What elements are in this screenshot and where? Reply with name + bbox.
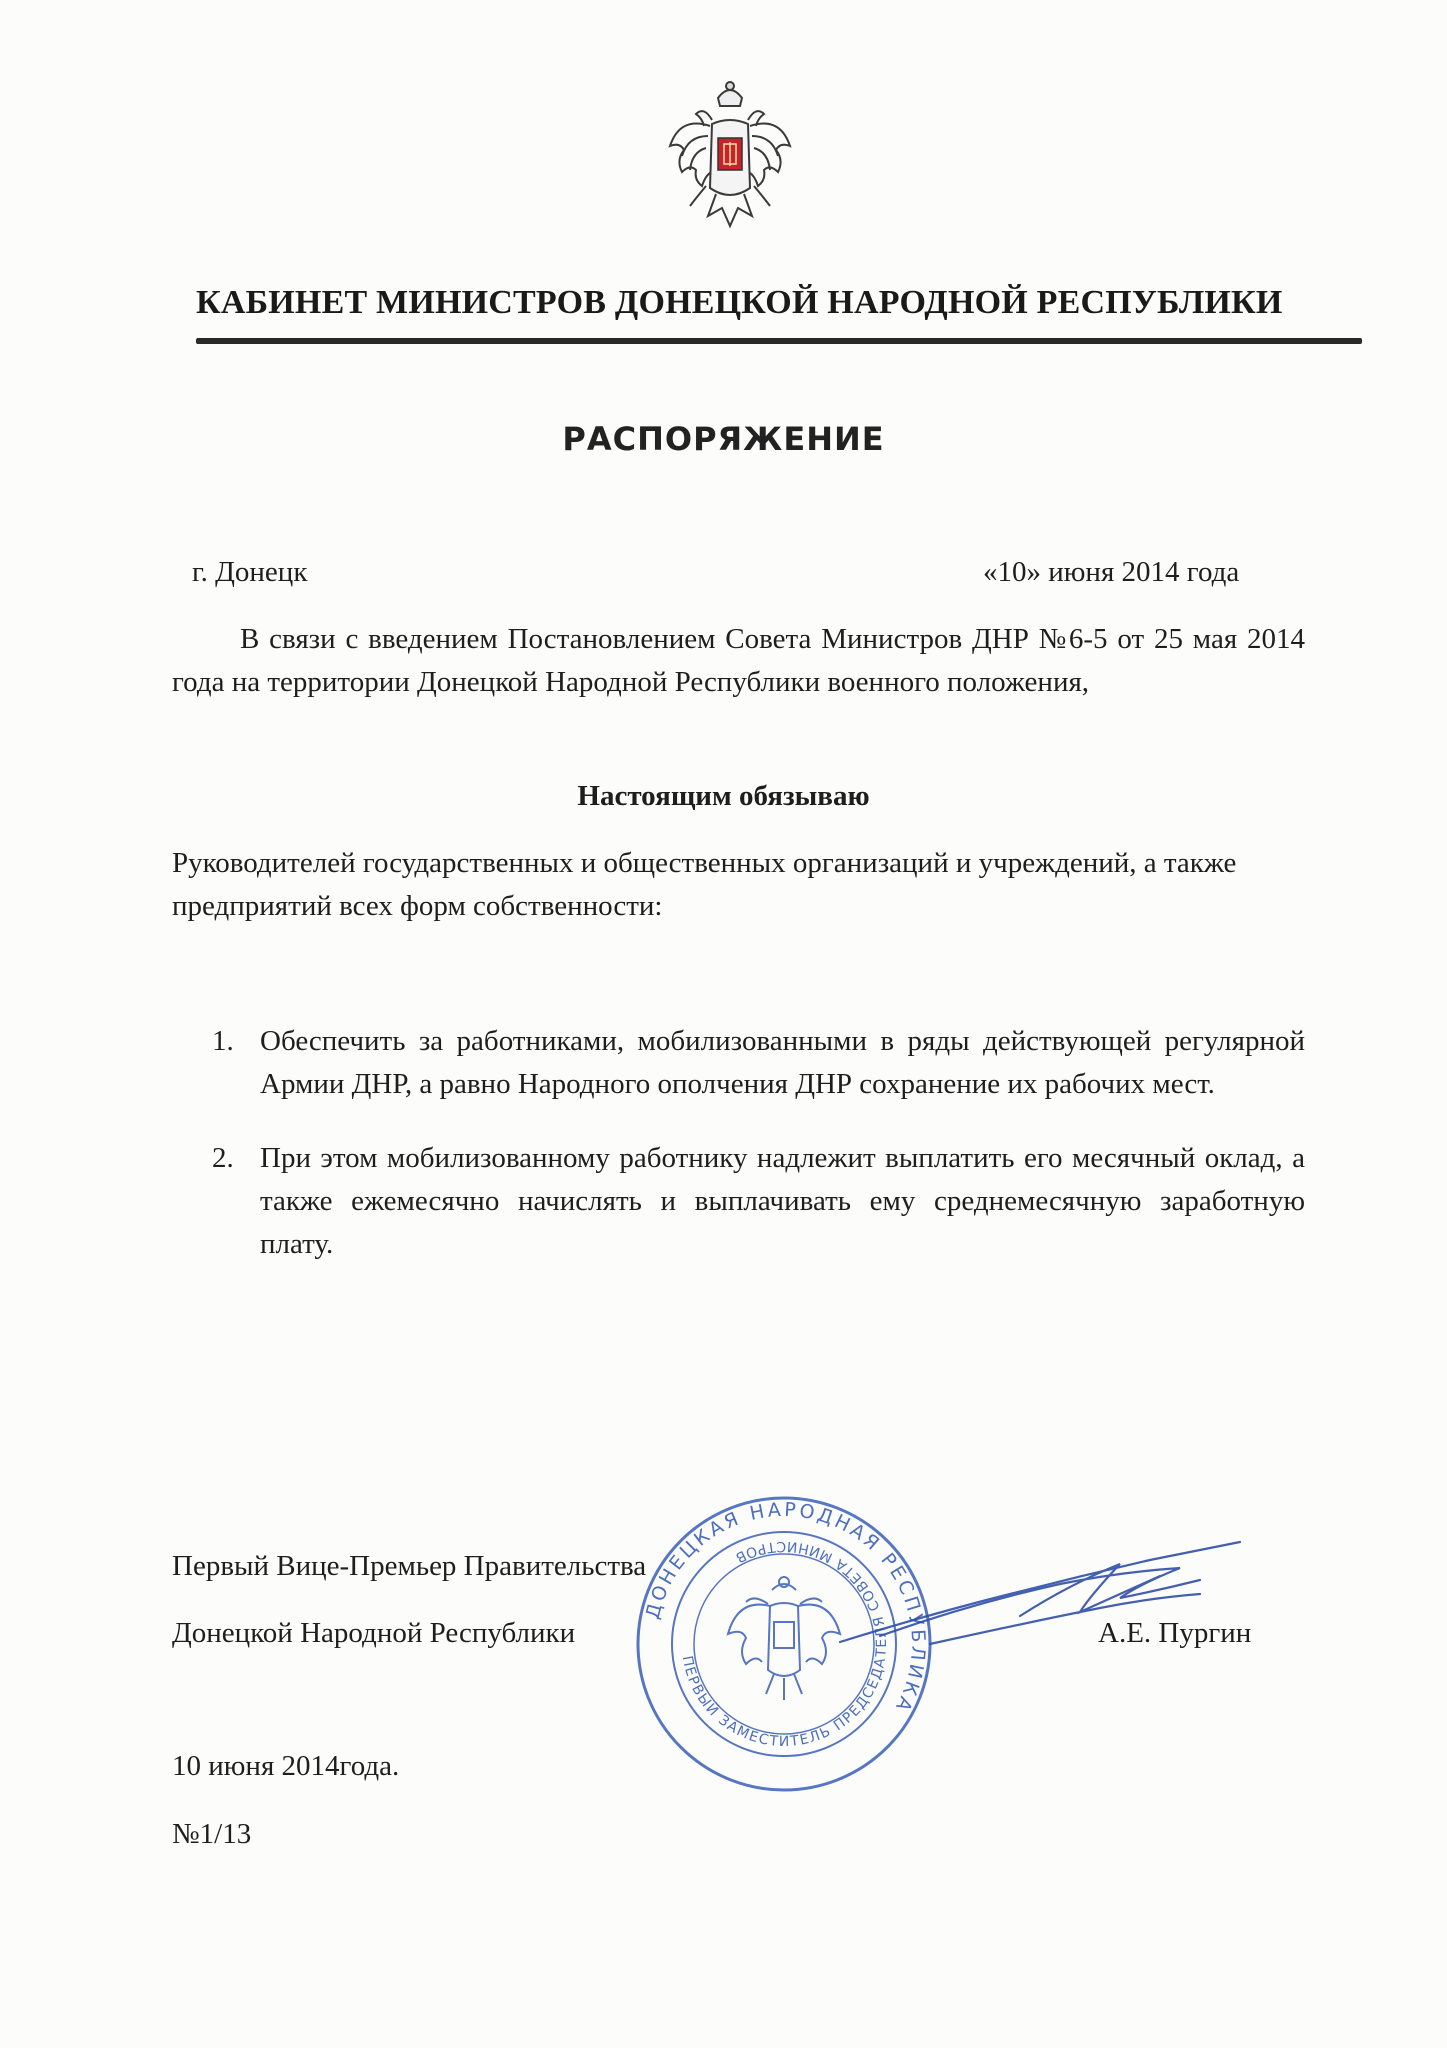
signer-position-line-1: Первый Вице-Премьер Правительства [172, 1550, 647, 1582]
list-item [172, 1020, 1305, 1106]
organization-header: КАБИНЕТ МИНИСТРОВ ДОНЕЦКОЙ НАРОДНОЙ РЕСПУБЛИКИ [196, 284, 1283, 321]
list-item-text: При этом мобилизованному работнику надлежит выплатить его месячный оклад, а также ежемесячно начислять и выплачивать ему среднемесячную заработную плату. [260, 1142, 1305, 1260]
signer-name: А.Е. Пургин [1098, 1617, 1252, 1649]
coat-of-arms-emblem [660, 76, 800, 246]
document-type-title: РАСПОРЯЖЕНИЕ [562, 420, 885, 458]
obligation-heading: Настоящим обязываю [577, 780, 870, 812]
signing-date: 10 июня 2014года. [172, 1750, 400, 1782]
list-item-text: Обеспечить за работниками, мобилизованными в ряды действующей регулярной Армии ДНР, а равно Народного ополчения ДНР сохранение их рабочих мест. [260, 1025, 1305, 1100]
city: г. Донецк [192, 556, 308, 588]
header-divider [196, 338, 1362, 344]
addressees-paragraph: Руководителей государственных и общественных организаций и учреждений, а также предприятий всех форм собственности: [172, 847, 1237, 922]
document-date: «10» июня 2014 года [983, 556, 1240, 588]
signer-position-line-2: Донецкой Народной Республики [172, 1617, 576, 1649]
list-item [172, 1137, 1305, 1266]
order-items-list [172, 1020, 1305, 1297]
stamp-outer-text: ДОНЕЦКАЯ НАРОДНАЯ РЕСПУБЛИКА [641, 1498, 930, 1718]
document-number: №1/13 [172, 1818, 252, 1850]
list-item-number: 1. [212, 1025, 234, 1057]
list-item-number: 2. [212, 1142, 234, 1174]
preamble-paragraph: В связи с введением Постановлением Совета Министров ДНР №6-5 от 25 мая 2014 года на территории Донецкой Народной Республики военного положения, [172, 623, 1305, 698]
stamp-inner-text: ПЕРВЫЙ ЗАМЕСТИТЕЛЬ ПРЕДСЕДАТЕЛЯ СОВЕТА МИНИСТРОВ [678, 1537, 891, 1751]
